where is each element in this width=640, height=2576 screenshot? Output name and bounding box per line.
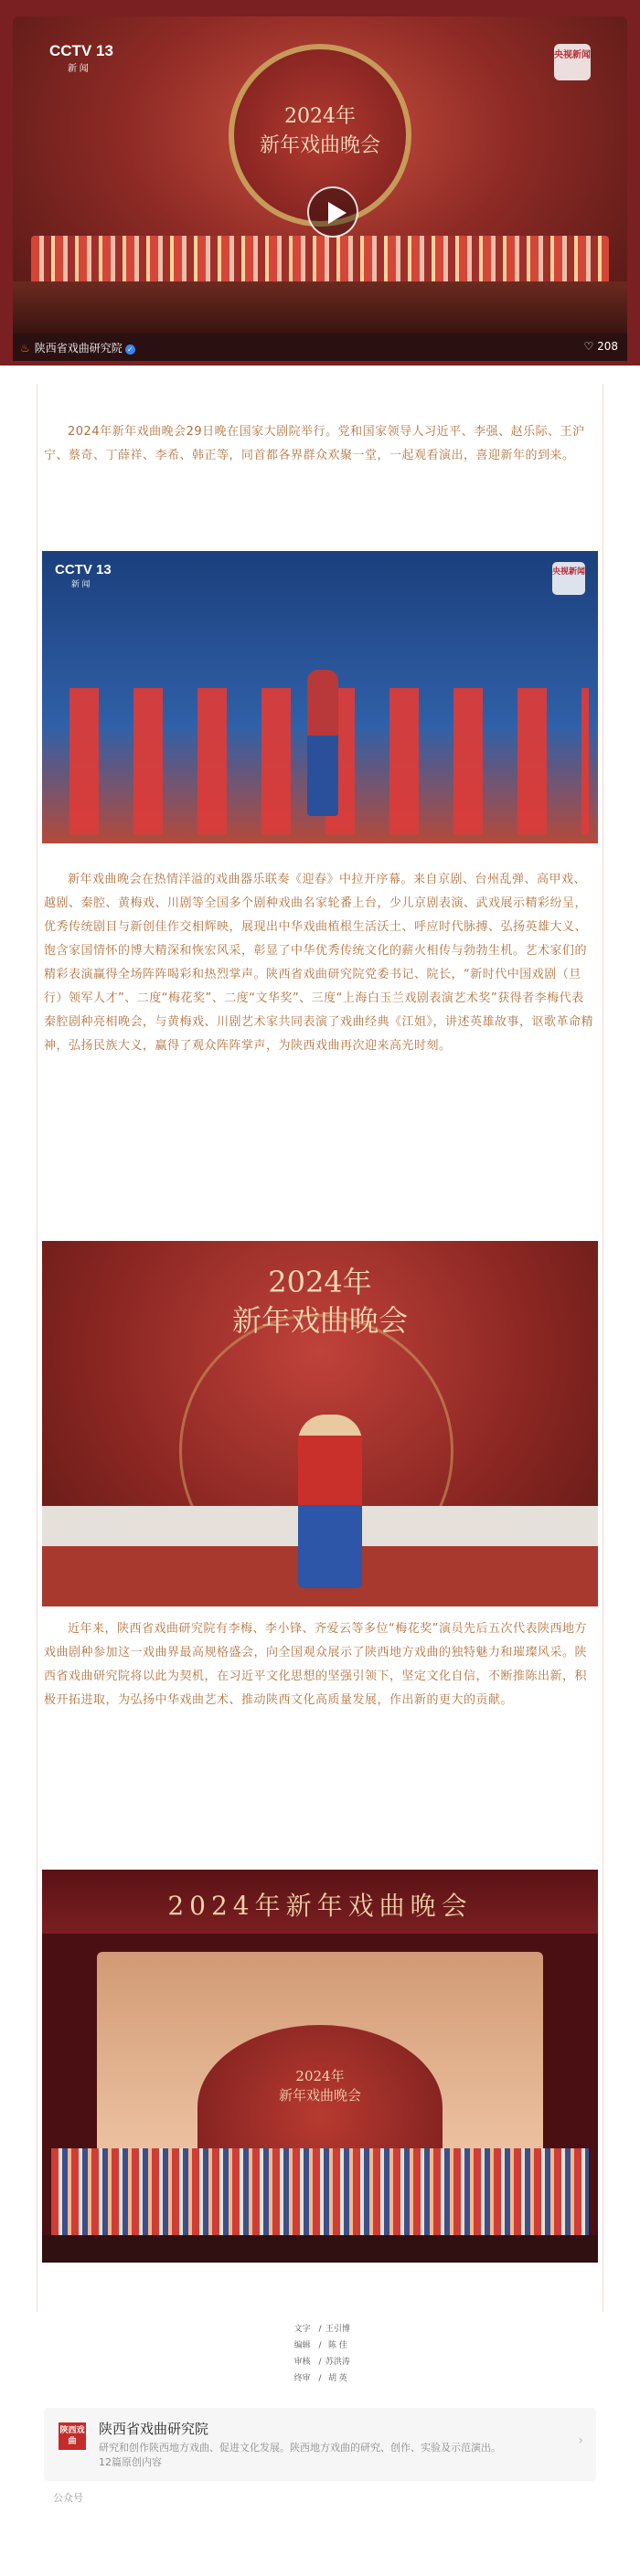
credit-row: 文字 / 王引博: [293, 2325, 350, 2334]
video-stage-year: 2024年: [284, 105, 356, 128]
account-name: 陕西省戏曲研究院: [99, 2421, 209, 2437]
like-count[interactable]: ♡ 208: [583, 340, 618, 353]
photo3-banner: 2024年新年戏曲晚会: [167, 1891, 473, 1921]
video-stage-title: 新年戏曲晚会: [259, 134, 380, 157]
photo3-inner-title: 新年戏曲晚会: [278, 2087, 361, 2104]
photo3-inner-year: 2024年: [295, 2068, 345, 2084]
credit-row: 审核 / 苏洪涛: [293, 2358, 350, 2367]
video-info-bar: [13, 334, 627, 361]
paragraph-2: 新年戏曲晚会在热情洋溢的戏曲器乐联奏《迎春》中拉开序幕。来自京剧、台州乱弹、高甲戏、越剧、秦腔、黄梅戏、川剧等全国多个剧种戏曲名家轮番上台，少儿京剧表演、武戏展示精彩纷呈，优秀传统剧目与新创佳作交相辉映，展现出中华戏曲植根生活沃土、呼应时代脉搏、弘扬英雄大义、饱含家国情怀的博大精深和恢宏风采，彰显了中华优秀传统文化的薪火相传与勃勃生机。艺术家们的精彩表演赢得全场阵阵喝彩和热烈掌声。陕西省戏曲研究院党委书记、院长，“新时代中国戏剧（旦行）领军人才”、二度“梅花奖”、二度“文华奖”、三度“上海白玉兰戏剧表演艺术奖”获得者李梅代表秦腔剧种亮相晚会，与黄梅戏、川剧艺术家共同表演了戏曲经典《江姐》，讲述英雄故事，讴歌革命精神，弘扬民族大义，赢得了观众阵阵掌声，为陕西戏曲再次迎来高光时刻。: [44, 873, 594, 1053]
account-avatar: 陕西戏曲: [59, 2422, 86, 2450]
performer: [298, 1415, 362, 1588]
video-player[interactable]: [13, 16, 627, 345]
yangshi-news-logo: 央视新闻: [552, 562, 585, 595]
yangshi-news-logo: 央视新闻: [554, 44, 591, 80]
performers-crowd: [51, 2148, 589, 2235]
video-card[interactable]: [0, 0, 640, 366]
account-profile-card[interactable]: [44, 2408, 596, 2481]
paragraph-3: 近年来，陕西省戏曲研究院有李梅、李小锋、齐爱云等多位“梅花奖”演员先后五次代表陕西地方戏曲剧种参加这一戏曲界最高规格盛会，向全国观众展示了陕西地方戏曲的独特魅力和璀璨风采。陕西省戏曲研究院将以此为契机，在习近平文化思想的坚强引领下，坚定文化自信，不断推陈出新，积极开拓进取，为弘扬中华戏曲艺术、推动陕西文化高质量发展，作出新的更大的贡献。: [44, 1622, 588, 1707]
lead-singer: [307, 670, 338, 816]
stage-floor: [42, 2235, 598, 2263]
photo-li-mei-performing: [42, 1241, 598, 1606]
account-type-label: 公众号: [53, 2492, 83, 2504]
verified-icon: ✓: [125, 345, 135, 355]
cctv-logo: CCTV 13 新 闻: [55, 562, 112, 588]
photo-curtain-call: [42, 1870, 598, 2263]
credit-row: 编辑 / 陈 佳: [293, 2341, 347, 2350]
heart-icon: ♡: [583, 340, 594, 353]
photo-singers-stage: [42, 551, 598, 843]
video-account-name: 陕西省戏曲研究院: [34, 342, 123, 355]
play-icon[interactable]: [307, 186, 358, 238]
photo2-year: 2024年: [268, 1265, 372, 1299]
flame-icon: ♨: [20, 342, 30, 355]
cctv-logo: CCTV 13 新 闻: [49, 42, 113, 74]
photo2-title: 新年戏曲晚会: [231, 1303, 408, 1338]
account-description: 研究和创作陕西地方戏曲、促进文化发展。陕西地方戏曲的研究、创作、实验及示范演出。 12篇原创内容: [99, 2442, 501, 2468]
paragraph-1: 2024年新年戏曲晚会29日晚在国家大剧院举行。党和国家领导人习近平、李强、赵乐际、王沪宁、蔡奇、丁薛祥、李希、韩正等，同首都各界群众欢聚一堂，一起观看演出，喜迎新年的到来。: [44, 425, 585, 462]
credit-row: 终审 / 胡 英: [293, 2374, 347, 2383]
credits: [0, 2321, 640, 2387]
chevron-right-icon: ›: [578, 2433, 583, 2448]
video-account[interactable]: [20, 340, 135, 355]
